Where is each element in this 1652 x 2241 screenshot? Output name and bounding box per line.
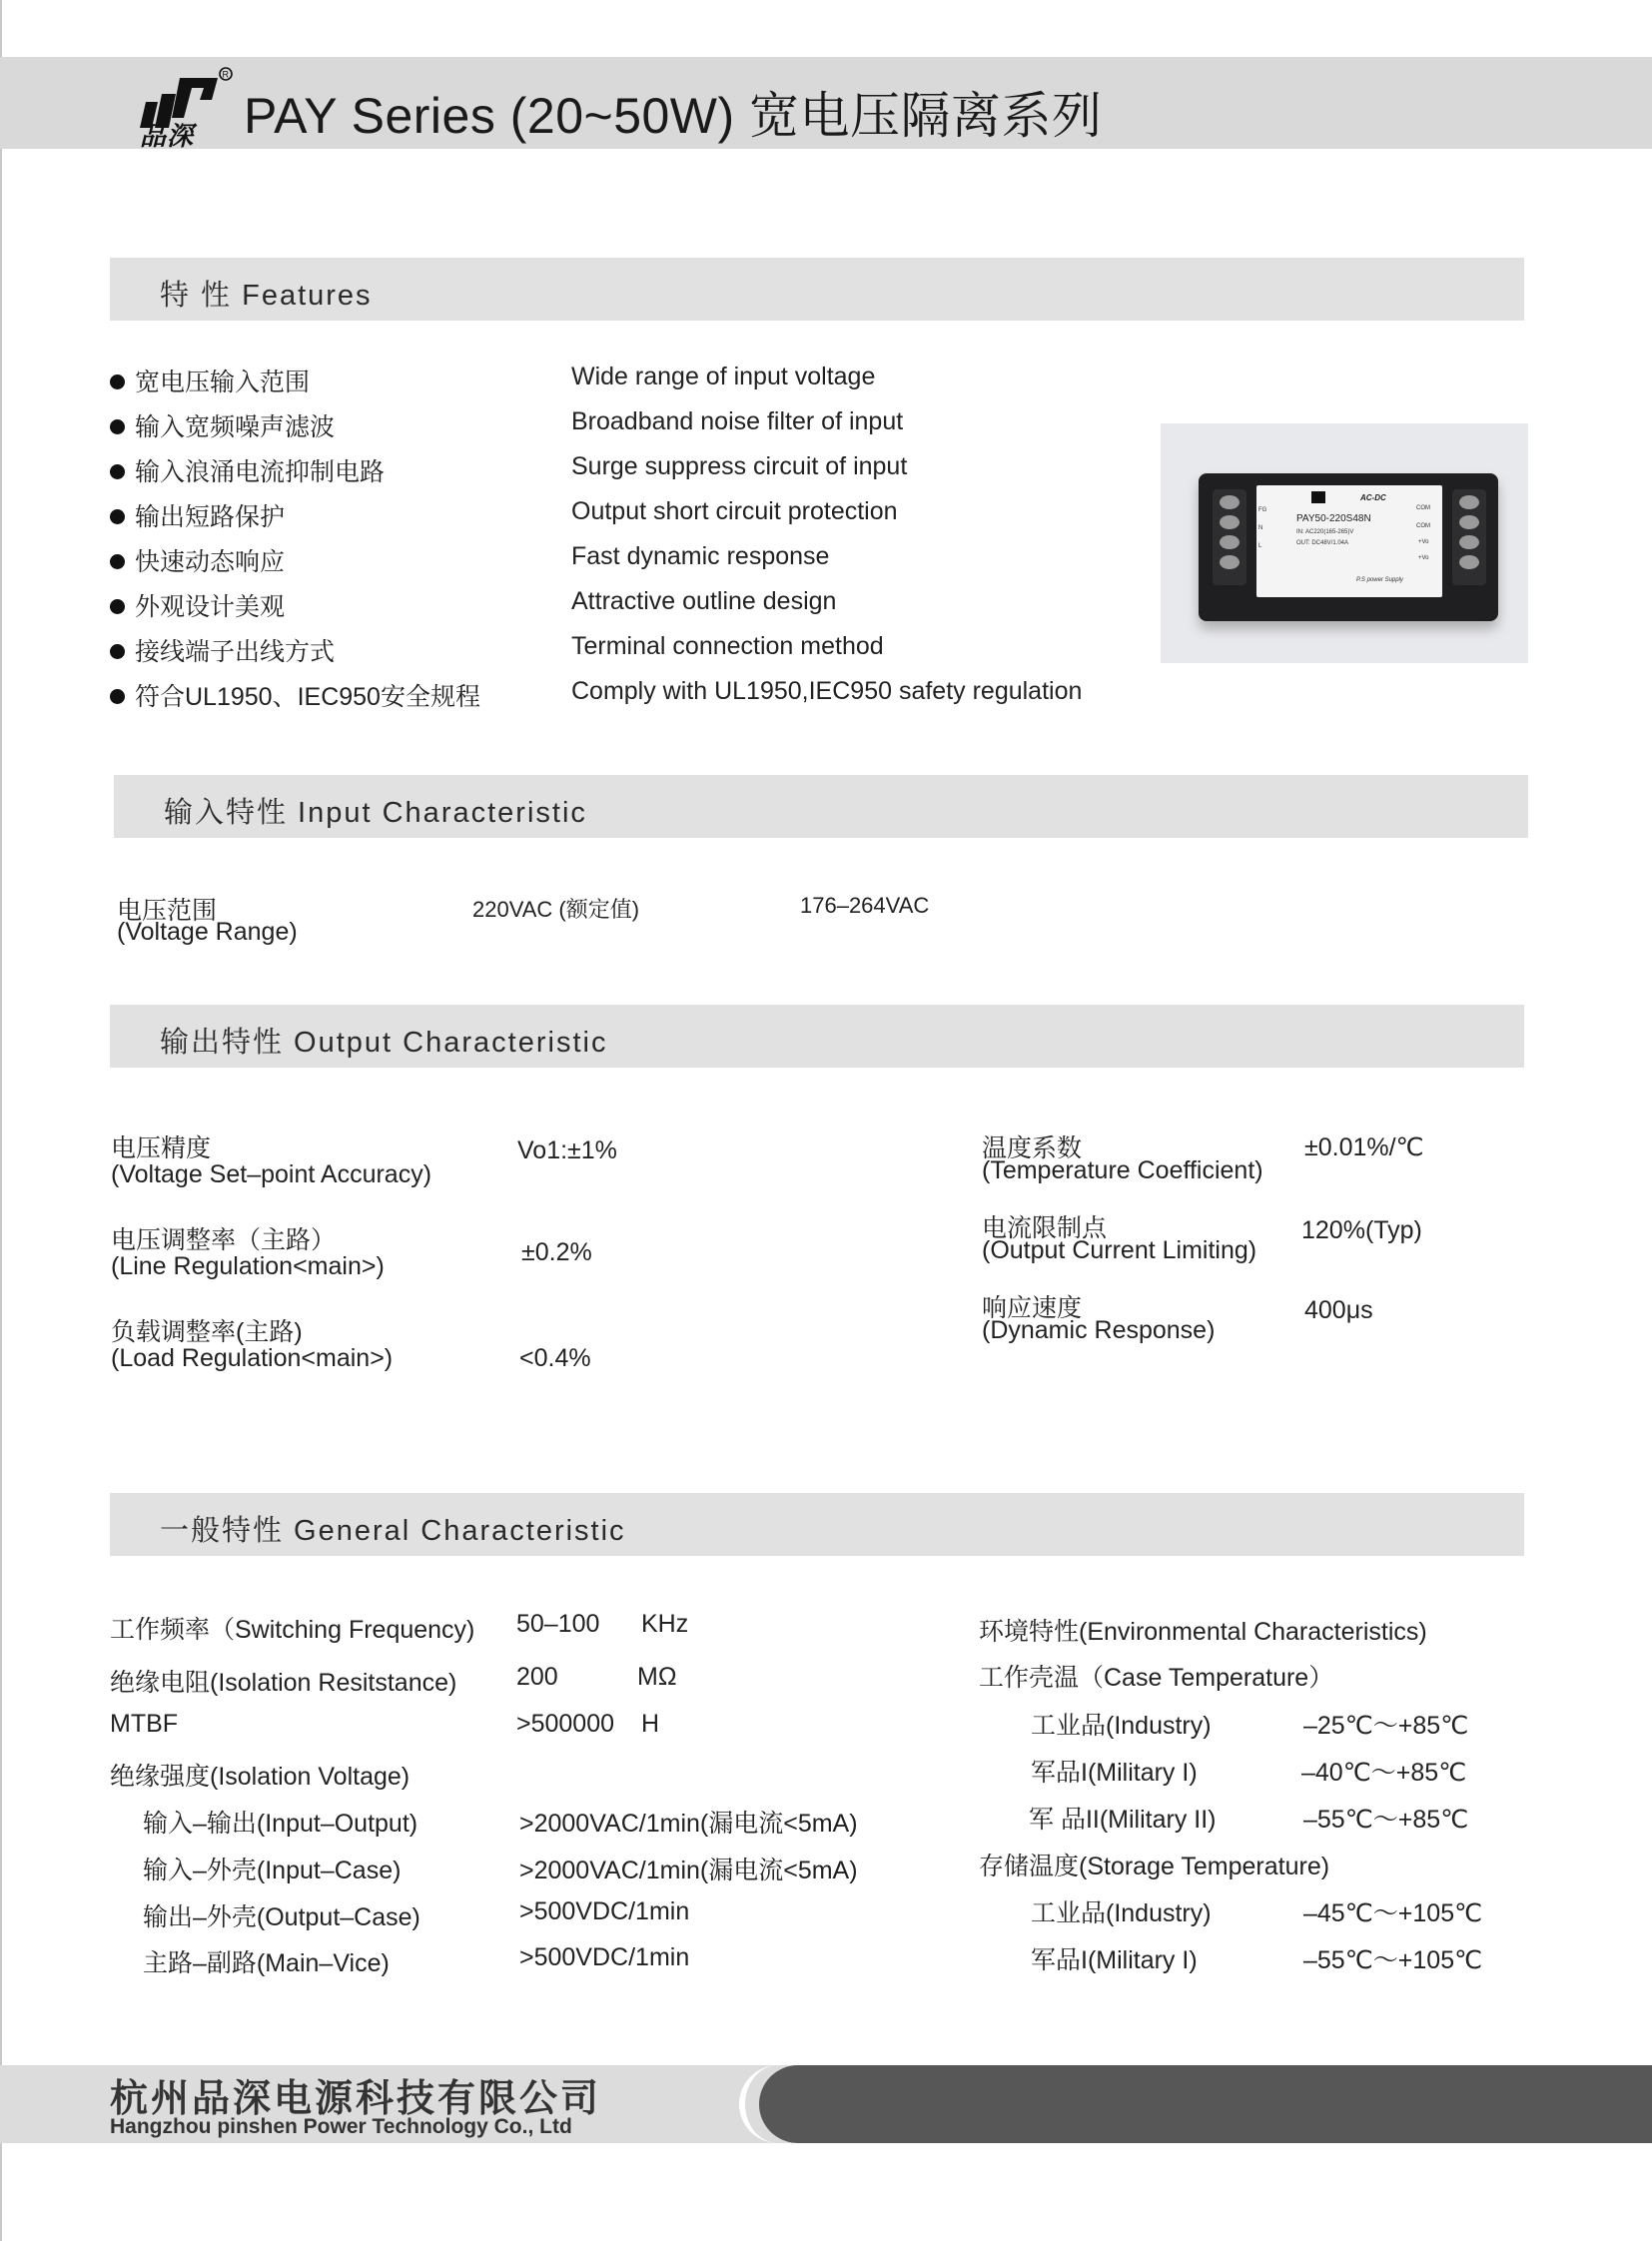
feature-item-en: Wide range of input voltage xyxy=(571,363,876,390)
company-name-cn: 杭州品深电源科技有限公司 xyxy=(110,2078,602,2120)
voltage-range-value: 176–264VAC xyxy=(800,893,930,918)
product-label xyxy=(1256,485,1442,597)
general-param-label: 输入–输出(Input–Output) xyxy=(143,1810,418,1838)
env-param-value: –55℃～+105℃ xyxy=(1303,1946,1483,1974)
output-param-label-cn: 电流限制点 xyxy=(982,1214,1108,1242)
general-param-label: 输出–外壳(Output–Case) xyxy=(143,1903,420,1931)
env-param-value: –25℃～+85℃ xyxy=(1303,1712,1469,1740)
env-param-value: –40℃～+85℃ xyxy=(1301,1759,1467,1787)
feature-item: 快速动态响应 xyxy=(110,542,285,578)
general-param-label: 工作频率（Switching Frequency) xyxy=(110,1616,475,1644)
product-input-spec: IN: AC220(165-265)V xyxy=(1296,529,1354,535)
output-param-label-en: (Dynamic Response) xyxy=(982,1316,1216,1344)
general-param-value: >500000 xyxy=(516,1710,615,1738)
feature-item-en: Broadband noise filter of input xyxy=(571,407,904,435)
product-photo xyxy=(1161,423,1528,663)
output-param-label-en: (Voltage Set–point Accuracy) xyxy=(111,1160,432,1188)
feature-item-en: Comply with UL1950,IEC950 safety regulation xyxy=(571,677,1083,705)
general-param-label: MTBF xyxy=(110,1710,179,1738)
env-param-label: 工业品(Industry) xyxy=(1031,1899,1212,1927)
terminal-block-right xyxy=(1452,489,1486,585)
output-param-label-cn: 电压精度 xyxy=(111,1134,212,1162)
env-param-label: 军品I(Military I) xyxy=(1031,1946,1198,1974)
bullet-icon xyxy=(110,599,125,614)
pin-label-n: N xyxy=(1258,525,1263,531)
general-param-unit: KHz xyxy=(641,1610,689,1638)
bullet-icon xyxy=(110,644,125,659)
output-param-label-en: (Output Current Limiting) xyxy=(982,1236,1257,1264)
general-param-label: 绝缘电阻(Isolation Resitstance) xyxy=(110,1669,457,1697)
pin-label-l: L xyxy=(1258,543,1262,549)
output-param-label-cn: 负载调整率(主路) xyxy=(111,1318,303,1346)
pin-label-vo: +Vo xyxy=(1418,555,1429,561)
feature-item-en: Fast dynamic response xyxy=(571,542,830,570)
feature-item-en: Terminal connection method xyxy=(571,632,884,660)
features-title: 特 性 Features xyxy=(160,280,373,312)
env-param-value: –55℃～+85℃ xyxy=(1303,1806,1469,1834)
output-param-label-cn: 电压调整率（主路） xyxy=(111,1226,337,1254)
output-param-label-cn: 响应速度 xyxy=(982,1294,1083,1322)
pin-label-fg: FG xyxy=(1258,507,1267,513)
svg-text:R: R xyxy=(222,69,229,80)
product-maker: P.S power Supply xyxy=(1356,577,1403,583)
general-param-label: 输入–外壳(Input–Case) xyxy=(143,1857,402,1884)
logo-text: 品深 xyxy=(140,121,195,151)
feature-item-en: Surge suppress circuit of input xyxy=(571,452,908,480)
output-title: 输出特性 Output Characteristic xyxy=(160,1027,608,1059)
terminal-block-left xyxy=(1213,489,1246,585)
env-param-label: 存储温度(Storage Temperature) xyxy=(979,1853,1330,1880)
output-param-label-en: (Load Regulation<main>) xyxy=(111,1344,394,1372)
page-left-border xyxy=(0,0,2,2241)
general-param-value: >2000VAC/1min(漏电流<5mA) xyxy=(519,1810,858,1838)
page-title: PAY Series (20~50W) 宽电压隔离系列 xyxy=(244,88,1103,144)
company-logo xyxy=(140,66,240,151)
feature-item-en: Output short circuit protection xyxy=(571,497,898,525)
general-param-value: >500VDC/1min xyxy=(519,1897,690,1925)
bullet-icon xyxy=(110,509,125,524)
general-title: 一般特性 General Characteristic xyxy=(160,1515,626,1547)
general-param-value: 50–100 xyxy=(516,1610,600,1638)
voltage-range-label-cn: 电压范围 xyxy=(117,897,218,925)
output-param-value: <0.4% xyxy=(519,1344,591,1372)
general-param-value: >500VDC/1min xyxy=(519,1943,690,1971)
env-param-label: 工作壳温（Case Temperature） xyxy=(979,1664,1334,1692)
output-param-value: Vo1:±1% xyxy=(517,1136,617,1164)
general-param-value: 200 xyxy=(516,1663,558,1691)
feature-item: 外观设计美观 xyxy=(110,587,285,623)
general-param-unit: MΩ xyxy=(637,1663,677,1691)
pin-label-com: COM xyxy=(1416,505,1430,511)
footer-dark-band xyxy=(759,2065,1652,2143)
bullet-icon xyxy=(110,374,125,389)
bullet-icon xyxy=(110,419,125,434)
output-param-value: 400μs xyxy=(1304,1296,1373,1324)
product-model: PAY50-220S48N xyxy=(1296,513,1371,524)
feature-item: 输入宽频噪声滤波 xyxy=(110,407,335,443)
general-param-label: 主路–副路(Main–Vice) xyxy=(143,1949,390,1977)
bullet-icon xyxy=(110,554,125,569)
feature-item-en: Attractive outline design xyxy=(571,587,837,615)
voltage-range-label-en: (Voltage Range) xyxy=(117,918,298,946)
feature-item: 输出短路保护 xyxy=(110,497,285,533)
env-param-label: 军 品II(Military II) xyxy=(1029,1806,1217,1834)
general-param-unit: H xyxy=(641,1710,660,1738)
output-param-value: ±0.2% xyxy=(521,1238,592,1266)
output-param-value: ±0.01%/℃ xyxy=(1304,1133,1424,1161)
product-brand: AC-DC xyxy=(1360,493,1386,502)
output-param-label-cn: 温度系数 xyxy=(982,1134,1083,1162)
company-name-en: Hangzhou pinshen Power Technology Co., Ltd xyxy=(110,2115,572,2138)
output-param-label-en: (Line Regulation<main>) xyxy=(111,1252,385,1280)
feature-item: 接线端子出线方式 xyxy=(110,632,335,668)
env-param-label: 军品I(Military I) xyxy=(1031,1759,1198,1787)
feature-item: 符合UL1950、IEC950安全规程 xyxy=(110,677,480,713)
env-param-value: –45℃～+105℃ xyxy=(1303,1899,1483,1927)
feature-item: 宽电压输入范围 xyxy=(110,363,310,398)
general-param-label: 绝缘强度(Isolation Voltage) xyxy=(110,1763,411,1791)
env-param-label: 工业品(Industry) xyxy=(1031,1712,1212,1740)
general-param-value: >2000VAC/1min(漏电流<5mA) xyxy=(519,1857,858,1884)
env-param-label: 环境特性(Environmental Characteristics) xyxy=(979,1618,1427,1646)
voltage-rated-value: 220VAC (额定值) xyxy=(472,897,640,922)
pin-label-vo: +Vo xyxy=(1418,539,1429,545)
input-title: 输入特性 Input Characteristic xyxy=(164,797,587,829)
product-output-spec: OUT: DC48V/1.04A xyxy=(1296,540,1349,546)
bullet-icon xyxy=(110,689,125,704)
bullet-icon xyxy=(110,464,125,479)
pin-label-com: COM xyxy=(1416,523,1430,529)
label-logo-icon xyxy=(1311,491,1325,503)
feature-item: 输入浪涌电流抑制电路 xyxy=(110,452,385,488)
output-param-label-en: (Temperature Coefficient) xyxy=(982,1156,1263,1184)
output-param-value: 120%(Typ) xyxy=(1301,1216,1422,1244)
